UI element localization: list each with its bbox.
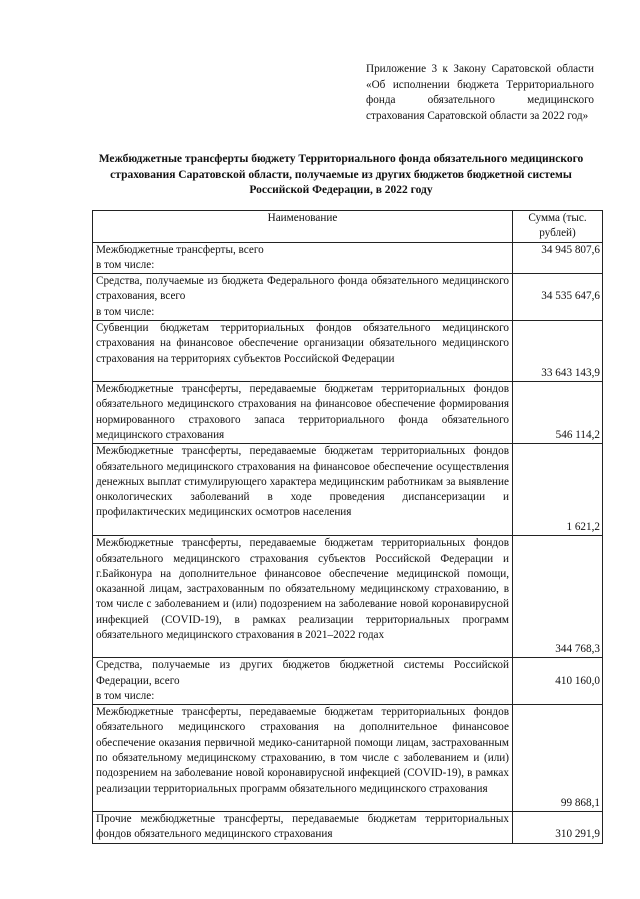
row-sum: 546 114,2 [513, 382, 603, 444]
row-subtitle: в том числе: [96, 305, 155, 318]
row-sum: 1 621,2 [513, 444, 603, 536]
row-subtitle: в том числе: [96, 258, 155, 271]
table-row [93, 382, 603, 444]
row-name-cell [93, 321, 513, 382]
appendix-note: Приложение 3 к Закону Саратовской области «Об исполнении бюджета Территориального фонда обязательного медицинского страхования Саратовской области за 2022 год» [366, 63, 594, 122]
table-row [93, 812, 603, 844]
row-name: Субвенции бюджетам территориальных фондов обязательного медицинского страхования на финансовое обеспечение организации обязательного медицинского страхования на территориях субъектов Российской Федерации [96, 322, 509, 365]
row-name-cell [93, 382, 513, 444]
row-name-cell [93, 812, 513, 844]
row-sum: 34 945 807,6 [513, 242, 603, 274]
transfers-table [92, 210, 603, 844]
row-sum: 99 868,1 [513, 705, 603, 812]
row-name-cell [93, 658, 513, 705]
row-sum: 344 768,3 [513, 536, 603, 658]
document-title: Межбюджетные трансферты бюджету Территориального фонда обязательного медицинского страхования Саратовской области, получаемые из других бюджетов бюджетной системы Российской Федерации, в 2022 году [98, 153, 584, 197]
table-header-row [93, 211, 603, 243]
row-name: Межбюджетные трансферты, передаваемые бюджетам территориальных фондов обязательного медицинского страхования на финансовое обеспечение формирования нормированного страхового запаса территориального фонда обязательного медицинского страхования [96, 383, 509, 441]
table-row [93, 444, 603, 536]
row-name-cell [93, 242, 513, 274]
row-name: Межбюджетные трансферты, передаваемые бюджетам территориальных фондов обязательного медицинского страхования на финансовое обеспечение осуществления денежных выплат стимулирующего характера медицинским работникам за выявление онкологических заболеваний в ходе проведения диспансеризации и профилактических медицинских осмотров населения [96, 445, 509, 519]
header-sum: Сумма (тыс. рублей) [513, 211, 603, 243]
row-name-cell [93, 444, 513, 536]
row-name-cell [93, 274, 513, 321]
row-sum: 410 160,0 [513, 658, 603, 705]
row-subtitle: в том числе: [96, 689, 155, 702]
row-name: Межбюджетные трансферты, всего [96, 243, 264, 256]
table-row [93, 274, 603, 321]
table-row [93, 536, 603, 658]
row-name: Межбюджетные трансферты, передаваемые бюджетам территориальных фондов обязательного медицинского страхования субъектов Российской Федерации и г.Байконура на дополнительное финансовое обеспечение медицинской помощи, оказанной лицам, застрахованным по обязательному медицинскому страхованию, в том числе с заболеванием и (или) подозрением на заболевание новой коронавирусной инфекцией (COVID-19), в рамках реализации территориальных программ обязательного медицинского страхования в 2021–2022 годах [96, 537, 509, 642]
table-row [93, 321, 603, 382]
row-sum: 34 535 647,6 [513, 274, 603, 321]
row-name-cell [93, 536, 513, 658]
header-name: Наименование [93, 211, 513, 243]
row-sum: 33 643 143,9 [513, 321, 603, 382]
row-name: Прочие межбюджетные трансферты, передаваемые бюджетам территориальных фондов обязательного медицинского страхования [96, 813, 509, 841]
row-sum: 310 291,9 [513, 812, 603, 844]
row-name: Средства, получаемые из других бюджетов бюджетной системы Российской Федерации, всего [96, 659, 509, 687]
row-name: Средства, получаемые из бюджета Федерального фонда обязательного медицинского страхования, всего [96, 275, 509, 303]
table-row [93, 242, 603, 274]
table-row [93, 705, 603, 812]
row-name: Межбюджетные трансферты, передаваемые бюджетам территориальных фондов обязательного медицинского страхования на дополнительное финансовое обеспечение оказания первичной медико-санитарной помощи лицам, застрахованным по обязательному медицинскому страхованию, в том числе с заболеванием и (или) подозрением на заболевание новой коронавирусной инфекцией (COVID-19), в рамках реализации территориальных программ обязательного медицинского страхования [96, 706, 509, 795]
row-name-cell [93, 705, 513, 812]
table-row [93, 658, 603, 705]
